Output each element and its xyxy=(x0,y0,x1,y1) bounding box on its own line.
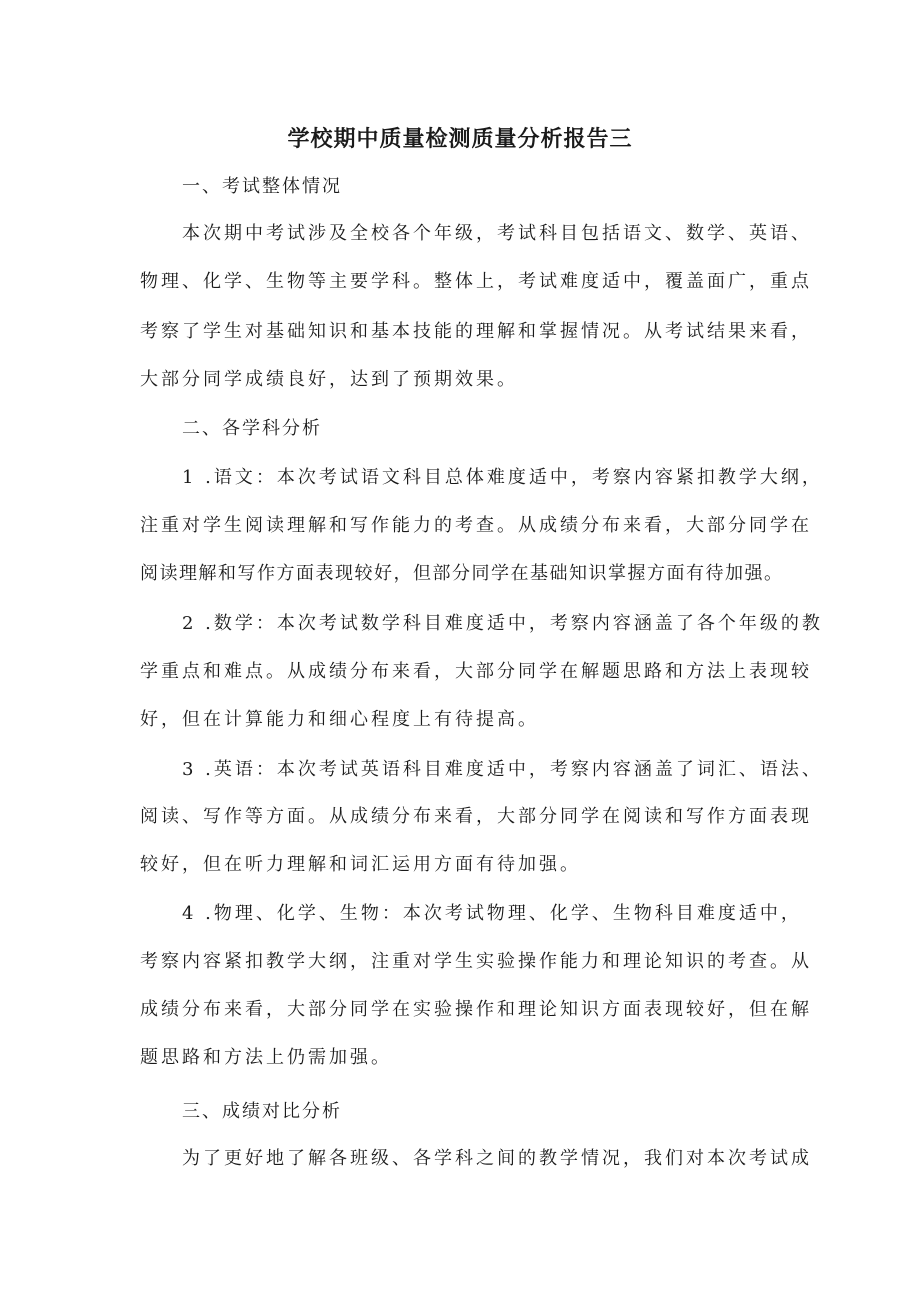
paragraph-line: 本次期中考试涉及全校各个年级，考试科目包括语文、数学、英语、 xyxy=(182,223,812,244)
paragraph-line: 学重点和难点。从成绩分布来看，大部分同学在解题思路和方法上表现较 xyxy=(140,661,812,682)
paragraph-line: 大部分同学成绩良好，达到了预期效果。 xyxy=(140,369,518,390)
paragraph-line: 题思路和方法上仍需加强。 xyxy=(140,1047,392,1068)
paragraph-line: 较好，但在听力理解和词汇运用方面有待加强。 xyxy=(140,854,581,875)
paragraph-line: 4 .物理、化学、生物：本次考试物理、化学、生物科目难度适中， xyxy=(182,903,802,924)
paragraph-line: 1 .语文：本次考试语文科目总体难度适中，考察内容紧扣教学大纲， xyxy=(182,467,823,488)
section-heading-subjects: 二、各学科分析 xyxy=(182,418,322,439)
paragraph-line: 阅读理解和写作方面表现较好，但部分同学在基础知识掌握方面有待加强。 xyxy=(140,563,784,584)
paragraph-line: 好，但在计算能力和细心程度上有待提高。 xyxy=(140,709,539,730)
paragraph-line: 考察了学生对基础知识和基本技能的理解和掌握情况。从考试结果来看， xyxy=(140,321,812,342)
section-heading-overall: 一、考试整体情况 xyxy=(182,176,342,197)
section-heading-comparison: 三、成绩对比分析 xyxy=(182,1101,342,1122)
paragraph-line: 2 .数学：本次考试数学科目难度适中，考察内容涵盖了各个年级的教 xyxy=(182,613,823,634)
paragraph-line: 考察内容紧扣教学大纲，注重对学生实验操作能力和理论知识的考查。从 xyxy=(140,951,812,972)
paragraph-line: 注重对学生阅读理解和写作能力的考查。从成绩分布来看，大部分同学在 xyxy=(140,515,812,536)
paragraph-line: 阅读、写作等方面。从成绩分布来看，大部分同学在阅读和写作方面表现 xyxy=(140,806,812,827)
paragraph-line: 3 .英语：本次考试英语科目难度适中，考察内容涵盖了词汇、语法、 xyxy=(182,759,823,780)
paragraph-line: 成绩分布来看，大部分同学在实验操作和理论知识方面表现较好，但在解 xyxy=(140,999,812,1020)
paragraph-line: 物理、化学、生物等主要学科。整体上，考试难度适中，覆盖面广，重点 xyxy=(140,271,812,292)
document-title: 学校期中质量检测质量分析报告三 xyxy=(287,127,633,152)
paragraph-line: 为了更好地了解各班级、各学科之间的教学情况，我们对本次考试成 xyxy=(182,1148,812,1169)
